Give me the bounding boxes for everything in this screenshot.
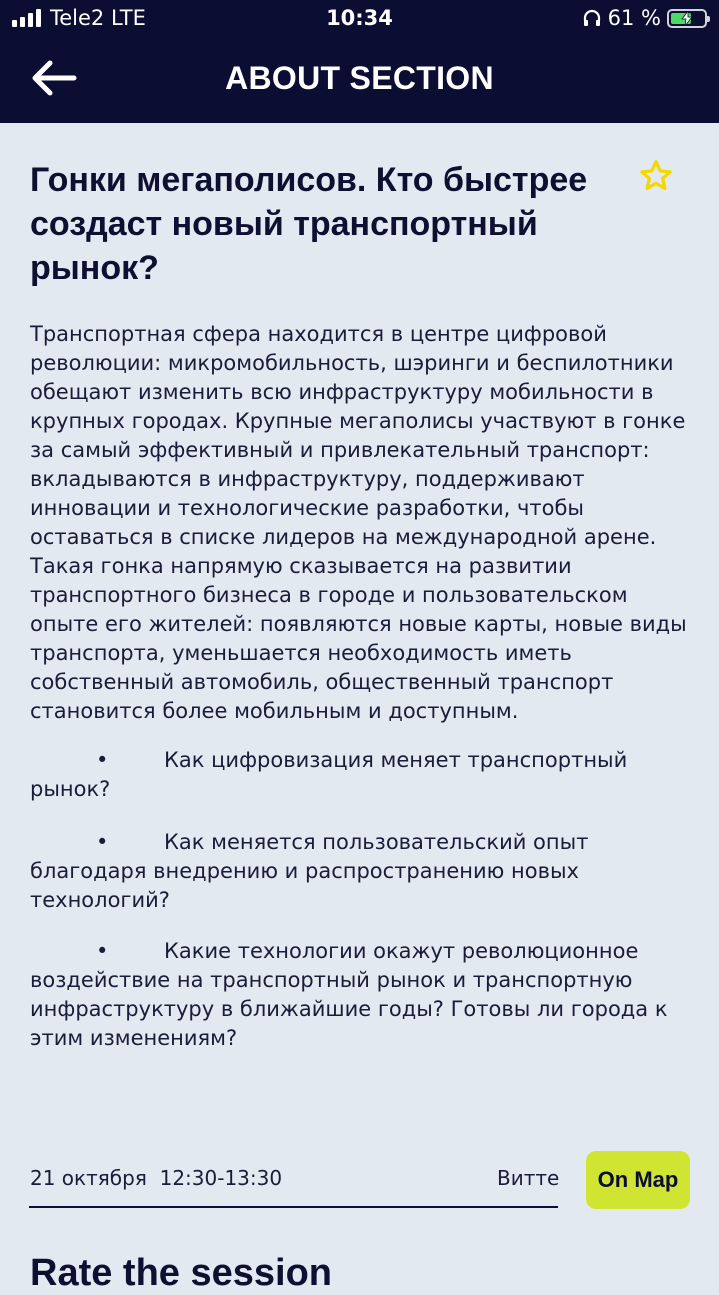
app-header	[0, 0, 719, 123]
status-bar-right	[582, 6, 707, 30]
divider	[29, 1206, 558, 1208]
bullet-item: • Какие технологии окажут революционное воздействие на транспортный рынок и транспортную инфраструктуру в ближайшие годы? Готовы ли города к этим изменениям?	[30, 939, 668, 1050]
session-description: Транспортная сфера находится в центре цифровой революции: микромобильность, шэринги и беспилотники обещают изменить всю инфраструктуру мобильности в крупных городах. Крупные мегаполисы участвуют в гонке за самый эффективный и привлекательный транспорт: вкладываются в инфраструктуру, поддерживают инновации и технологические разработки, чтобы оставаться в списке лидеров на международной арене. Такая гонка напрямую сказывается на развитии транспортного бизнеса в городе и пользовательском опыте его жителей: появляются новые карты, новые виды транспорта, уменьшается необходимость иметь собственный автомобиль, общественный транспорт становится более мобильным и доступным.	[30, 322, 687, 723]
battery-icon	[667, 9, 707, 28]
network-type: LTE	[110, 6, 146, 30]
session-time: 12:30-13:30	[159, 1166, 283, 1190]
status-time: 10:34	[326, 6, 393, 30]
charging-bolt-icon	[681, 11, 693, 26]
session-venue: Витте	[497, 1166, 560, 1190]
on-map-button[interactable]: On Map	[586, 1151, 690, 1209]
session-date: 21 октября	[30, 1166, 147, 1190]
session-datetime	[30, 1166, 282, 1190]
favorite-button[interactable]	[638, 158, 674, 194]
status-bar	[0, 0, 719, 38]
battery-percent: 61 %	[607, 6, 661, 30]
session-title: Гонки мегаполисов. Кто быстрее создаст новый транспортный рынок?	[30, 161, 588, 287]
rate-session-title: Rate the session	[30, 1252, 332, 1294]
bullet-item: • Как меняется пользовательский опыт благодаря внедрению и распространению новых технологий?	[30, 830, 589, 912]
headphones-icon	[582, 8, 602, 28]
page-title: ABOUT SECTION	[225, 60, 494, 96]
carrier-name: Tele2	[50, 6, 105, 30]
star-icon	[638, 158, 674, 194]
bullet-item: • Как цифровизация меняет транспортный рынок?	[30, 748, 628, 801]
